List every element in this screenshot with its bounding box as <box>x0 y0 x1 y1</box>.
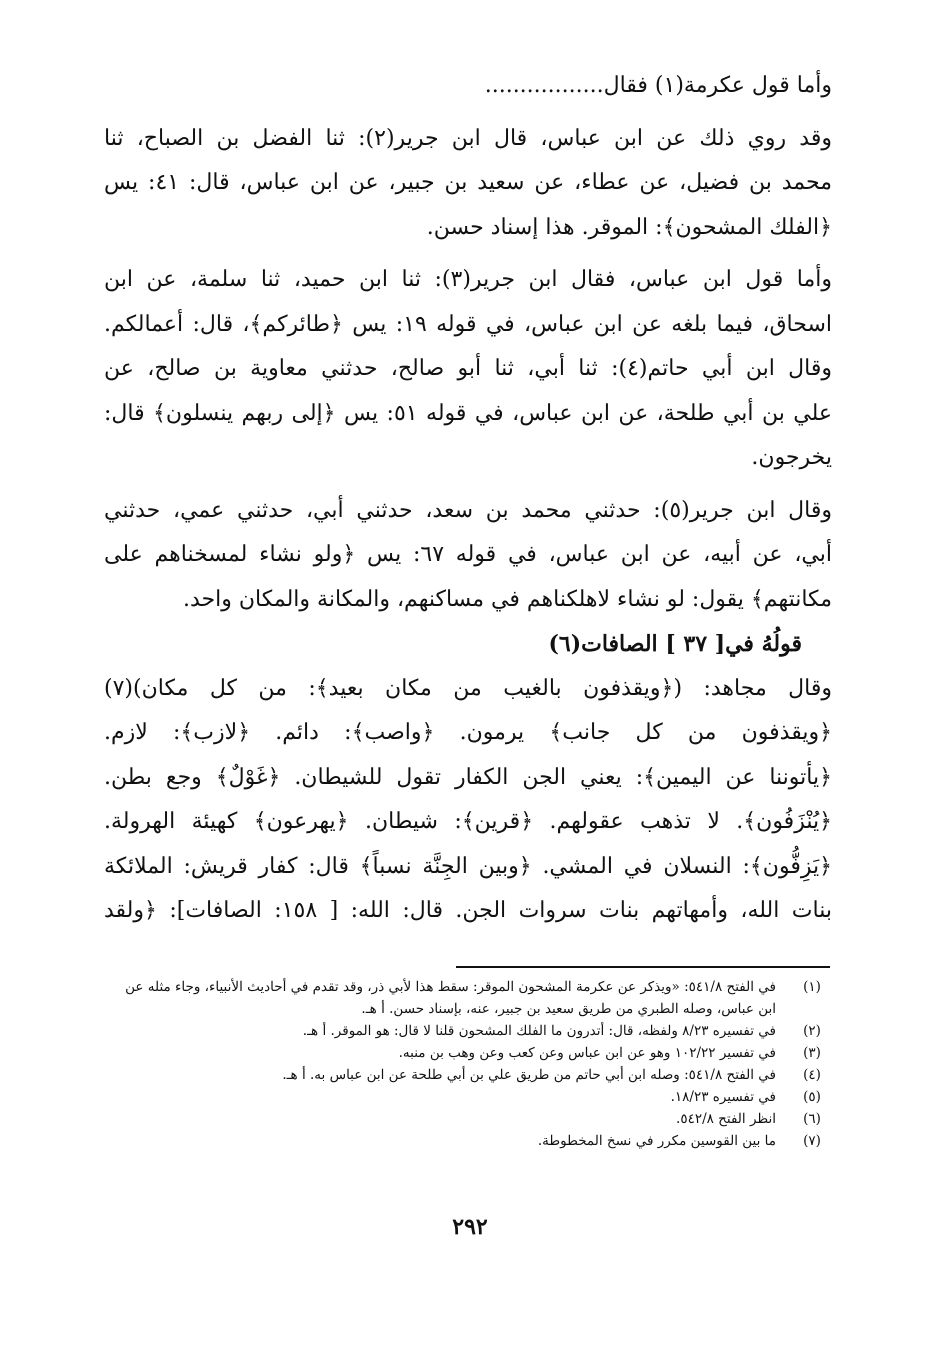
text-line: علي بن أبي طلحة، عن ابن عباس، في قوله ٥١: يس ﴿إلى ربهم ينسلون﴾ قال: <box>104 400 832 426</box>
footnote-text: في تفسيره ١٨/٢٣. <box>670 1089 776 1105</box>
text-line: ﴿يَزِفُّون﴾: النسلان في المشي. ﴿وبين الجِنَّة نسباً﴾ قال: كفار قريش: الملائكة <box>104 853 832 879</box>
footnote <box>104 1130 832 1152</box>
footnote-text: ما بين القوسين مكرر في نسخ المخطوطة. <box>537 1133 776 1149</box>
text-line: وقال ابن جرير(٥): حدثني محمد بن سعد، حدثني أبي، حدثني عمي، حدثني <box>104 497 832 523</box>
footnote-number: (٢) <box>803 1023 821 1039</box>
footnote-number: (٤) <box>803 1067 821 1083</box>
text-line: وقال ابن أبي حاتم(٤): ثنا أبي، ثنا أبو صالح، حدثني معاوية بن صالح، عن <box>104 356 832 381</box>
footnote-text: في تفسير ١٠٢/٢٢ وهو عن ابن عباس وعن كعب وعن وهب بن منبه. <box>398 1045 776 1061</box>
footnote <box>104 1042 832 1064</box>
footnote-number: (٣) <box>803 1045 821 1061</box>
footnote <box>104 976 832 1020</box>
text-line: أبي، عن أبيه، عن ابن عباس، في قوله ٦٧: يس ﴿ولو نشاء لمسخناهم على <box>104 542 832 567</box>
footnote-text: في الفتح ٥٤١/٨: وصله ابن أبي حاتم من طريق علي بن أبي طلحة عن ابن عباس به. أ هـ. <box>282 1067 776 1083</box>
footnotes <box>104 976 832 1152</box>
text-line: ﴿يأتوننا عن اليمين﴾: يعني الجن الكفار تقول للشيطان. ﴿غَوْلٌ﴾ وجع بطن. <box>104 764 832 790</box>
text-line: وقد روي ذلك عن ابن عباس، قال ابن جرير(٢): ثنا الفضل بن الصباح، ثنا <box>104 125 832 151</box>
text-line: يخرجون. <box>751 445 832 470</box>
text-line: بنات الله، وأمهاتهم بنات سروات الجن. قال: الله: [ ١٥٨: الصافات]: ﴿ولقد <box>104 898 832 923</box>
text-line: وقال مجاهد: (﴿ويقذفون بالغيب من مكان بعيد﴾: من كل مكان)(٧) <box>104 675 832 701</box>
text-line: ﴿يُنْزَفُون﴾. لا تذهب عقولهم. ﴿قرين﴾: شيطان. ﴿يهرعون﴾ كهيئة الهرولة. <box>104 809 832 834</box>
page-number: ٢٩٢ <box>452 1214 488 1240</box>
footnote <box>104 1108 832 1130</box>
text-line: اسحاق، فيما بلغه عن ابن عباس، في قوله ١٩: يس ﴿طائركم﴾، قال: أعمالكم. <box>104 311 832 337</box>
footnote-number: (١) <box>803 979 821 995</box>
text-line: وأما قول عكرمة(١) فقال................. <box>484 73 832 98</box>
footnote-separator <box>456 966 830 968</box>
footnote-number: (٦) <box>803 1111 821 1127</box>
footnote-number: (٧) <box>803 1133 821 1149</box>
text-line: محمد بن فضيل، عن عطاء، عن سعيد بن جبير، عن ابن عباس، قال: ٤١: يس <box>104 170 832 195</box>
footnote-text: في تفسيره ٨/٢٣ ولفظه، قال: أتدرون ما الفلك المشحون قلنا لا قال: هو الموقر. أ هـ. <box>302 1023 776 1039</box>
text-line: ﴿الفلك المشحون﴾: الموقر. هذا إسناد حسن. <box>426 214 832 240</box>
footnote-text: في الفتح ٥٤١/٨: «ويذكر عن عكرمة المشحون الموقر: سقط هذا لأبي ذر، وقد تقدم في أحاديث الأنبياء، وجاء مثله عن ابن عباس، وصله الطبري من طريق سعيد بن جبير، عنه، بإسناد حسن. أ هـ. <box>125 979 776 1017</box>
footnote-text: انظر الفتح ٥٤٢/٨. <box>676 1111 776 1127</box>
text-line: ﴿ويقذفون من كل جانب﴾ يرمون. ﴿واصب﴾: دائم. ﴿لازب﴾: لازم. <box>104 720 832 745</box>
text-line: وأما قول ابن عباس، فقال ابن جرير(٣): ثنا ابن حميد، ثنا سلمة، عن ابن <box>104 267 832 292</box>
footnote <box>104 1020 832 1042</box>
text-line: مكانتهم﴾ يقول: لو نشاء لاهلكناهم في مساكنهم، والمكانة والمكان واحد. <box>183 586 832 612</box>
footnote <box>104 1064 832 1086</box>
main-text <box>104 64 832 934</box>
section-heading: قولُهُ في[ ٣٧ ] الصافات(٦) <box>548 631 802 657</box>
footnote <box>104 1086 832 1108</box>
footnote-number: (٥) <box>803 1089 821 1105</box>
